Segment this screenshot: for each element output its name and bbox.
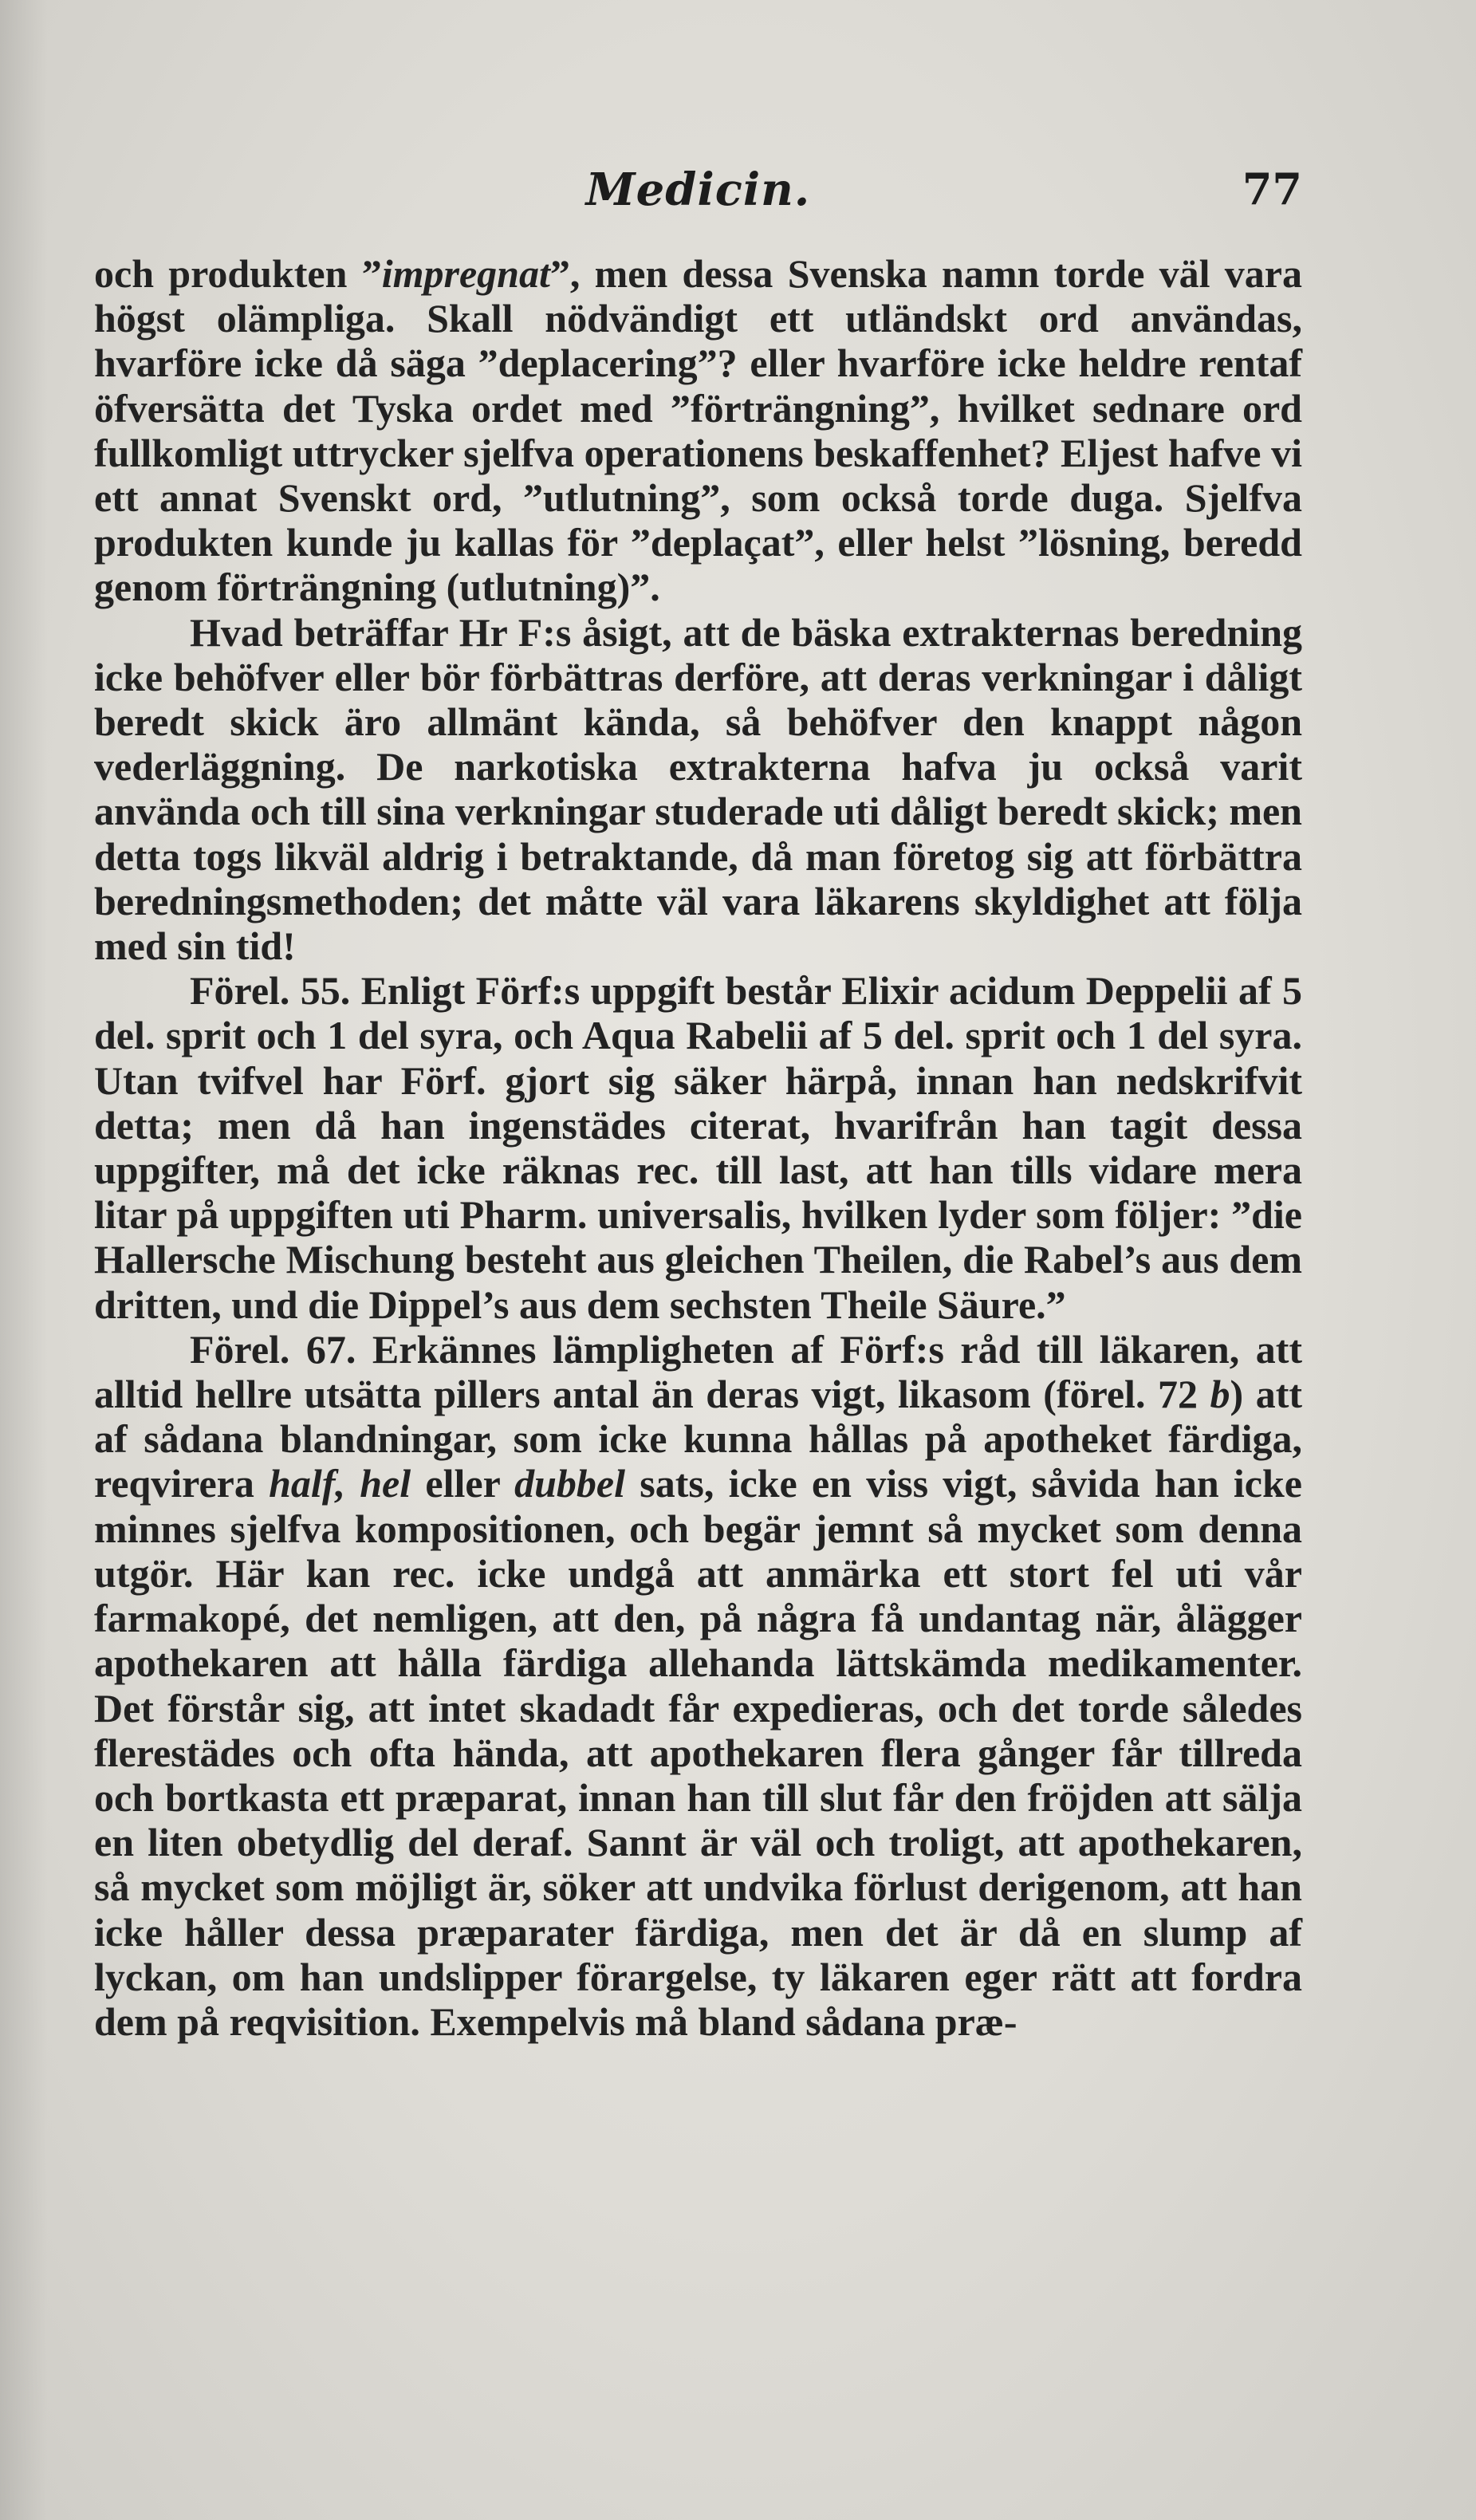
text-segment: Förel. 67. Erkännes lämpligheten af Förf:s råd till läkaren, att alltid hellre utsätta pillers antal än deras vigt, likasom (förel. 72 xyxy=(94,1326,1302,1417)
body-text xyxy=(94,251,1302,2044)
italic-text: impregnat xyxy=(381,251,550,296)
text-segment: ”, men dessa Svenska namn torde väl vara högst olämpliga. Skall nödvändigt ett utländskt ord användas, hvarföre icke då säga ”deplacering”? eller hvarföre icke heldre rentaf öfversätta det Tyska ordet med ”förträngning”, hvilket sednare ord fullkomligt uttrycker sjelfva operationens beskaffenhet? Eljest hafve vi ett annat Svenskt ord, ”utlutning”, som också torde duga. Sjelfva produkten kunde ju kallas för ”deplaçat”, eller helst ”lösning, beredd genom förträngning (utlutning)”. xyxy=(94,251,1302,610)
italic-text: half, hel xyxy=(269,1461,411,1506)
page-number: 77 xyxy=(1242,163,1302,215)
text-segment: sats, icke en viss vigt, såvida han icke minnes sjelfva kompositionen, och begär jemnt så mycket som denna utgör. Här kan rec. icke undgå att anmärka ett stort fel uti vår farmakopé, det nemligen, att den, på några få undantag när, ålägger apothekaren att hålla färdiga allehanda lättskämda medikamenter. Det förstår sig, att intet skadadt får expedieras, och det torde således flerestädes och ofta hända, att apothekaren flera gånger får tillreda och bortkasta ett præparat, innan han till slut får den fröjden att sälja en liten obetydlig del deraf. Sannt är väl och troligt, att apothekaren, så mycket som möjligt är, söker att undvika förlust derigenom, att han icke håller dessa præparater färdiga, men det är då en slump af lyckan, om han undslipper förargelse, ty läkaren eger rätt att fordra dem på reqvisition. Exempelvis må bland sådana præ- xyxy=(94,1461,1302,2044)
paragraph-p4 xyxy=(94,1327,1302,2044)
paragraph-p1 xyxy=(94,251,1302,610)
text-segment: ) att af sådana blandningar, som icke kunna hållas på apotheket färdiga, reqvirera xyxy=(94,1372,1302,1506)
text-segment: och produkten ” xyxy=(94,251,382,296)
italic-text: dubbel xyxy=(514,1461,626,1506)
page-header xyxy=(94,163,1302,227)
paragraph-p3 xyxy=(94,968,1302,1327)
italic-text: b xyxy=(1210,1372,1230,1417)
running-title: Medicin. xyxy=(585,163,811,216)
text-segment: Hvad beträffar Hr F:s åsigt, att de bäska extrakternas beredning icke behöfver eller bör förbättras derföre, att deras verkningar i dåligt beredt skick äro allmänt kända, så behöfver den knappt någon vederläggning. De narkotiska extrakterna hafva ju också varit använda och till sina verkningar studerade uti dåligt beredt skick; men detta togs likväl aldrig i betraktande, då man företog sig att förbättra beredningsmethoden; det måtte väl vara läkarens skyldighet att följa med sin tid! xyxy=(94,609,1302,969)
paragraph-p2 xyxy=(94,610,1302,969)
page-edge-shadow xyxy=(0,0,48,2520)
text-segment: Förel. 55. Enligt Förf:s uppgift består Elixir acidum Deppelii af 5 del. sprit och 1 del syra, och Aqua Rabelii af 5 del. sprit och 1 del syra. Utan tvifvel har Förf. gjort sig säker härpå, innan han nedskrifvit detta; men då han ingenstädes citerat, hvarifrån han tagit dessa uppgifter, må det icke räknas rec. till last, att han tills vidare mera litar på uppgiften uti Pharm. universalis, hvilken lyder som följer: ”die Hallersche Mischung besteht aus gleichen Theilen, die Rabel’s aus dem dritten, und die Dippel’s aus dem sechsten Theile Säure.” xyxy=(94,968,1302,1327)
text-segment: eller xyxy=(411,1461,515,1506)
